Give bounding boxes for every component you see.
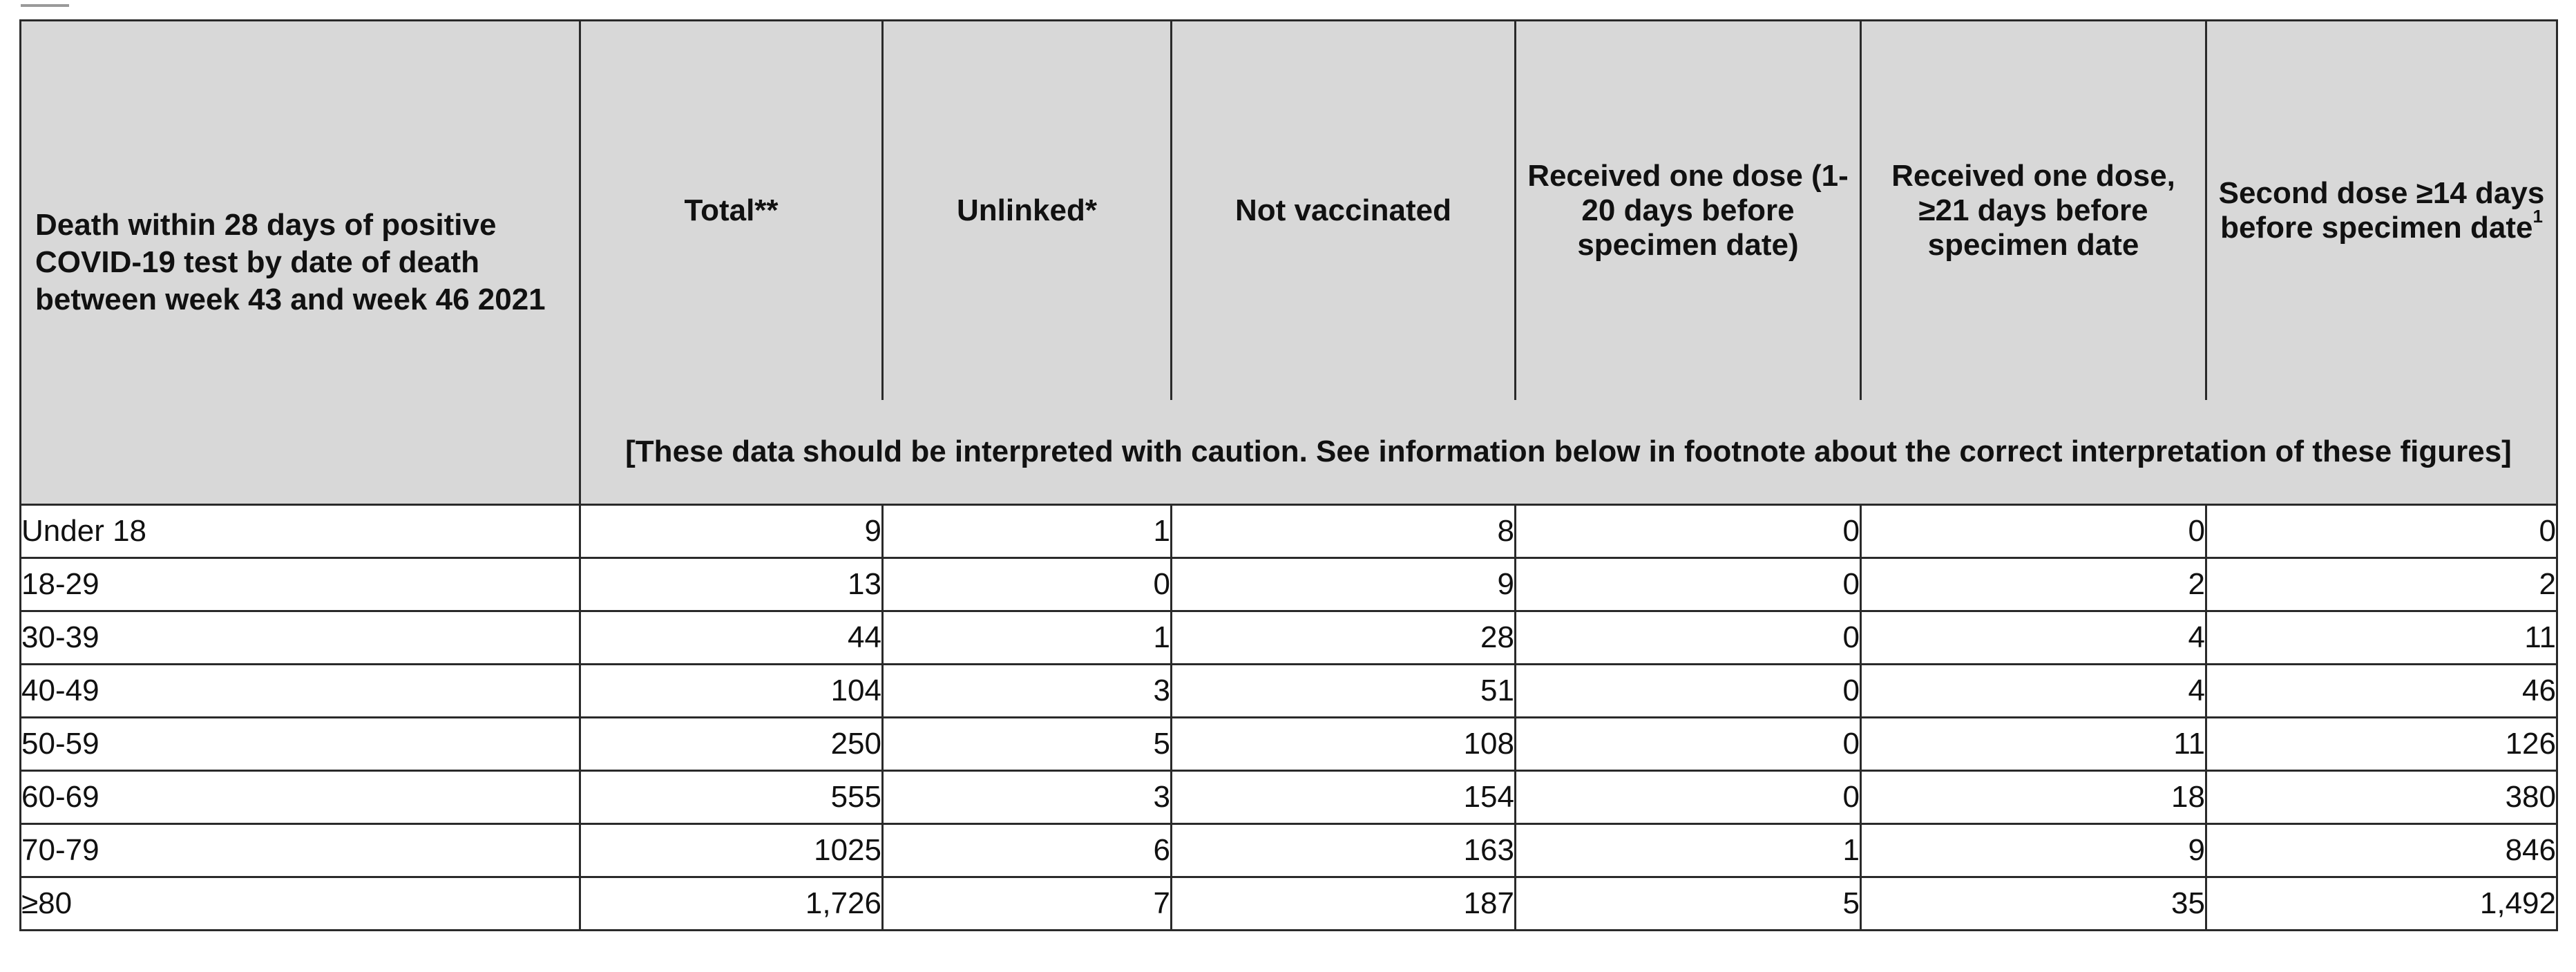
row-header-title: Death within 28 days of positive COVID-19 test by date of death between week 43 and week 46 2021	[21, 21, 580, 505]
column-header-one-dose-21-days	[1861, 21, 2206, 401]
total-cell: 9	[580, 505, 883, 558]
not-vaccinated-cell: 51	[1172, 665, 1516, 718]
not-vaccinated-cell: 28	[1172, 611, 1516, 665]
column-header-label: Second dose ≥14 days before specimen date	[2218, 176, 2545, 245]
one-dose-1-20-cell: 5	[1516, 877, 1861, 931]
column-header-label: Not vaccinated	[1235, 193, 1451, 227]
one-dose-21-cell: 11	[1861, 718, 2206, 771]
one-dose-1-20-cell: 0	[1516, 558, 1861, 611]
one-dose-1-20-cell: 1	[1516, 824, 1861, 877]
age-group-cell: Under 18	[21, 505, 580, 558]
unlinked-cell: 6	[883, 824, 1172, 877]
table-row	[21, 505, 2557, 558]
column-header-total	[580, 21, 883, 401]
column-header-label: Unlinked*	[957, 193, 1097, 227]
table-row	[21, 824, 2557, 877]
one-dose-1-20-cell: 0	[1516, 665, 1861, 718]
age-group-cell: 30-39	[21, 611, 580, 665]
table-row	[21, 558, 2557, 611]
unlinked-cell: 1	[883, 505, 1172, 558]
unlinked-cell: 3	[883, 771, 1172, 824]
deaths-by-vaccination-table	[19, 19, 2558, 931]
total-cell: 104	[580, 665, 883, 718]
not-vaccinated-cell: 187	[1172, 877, 1516, 931]
age-group-cell: 18-29	[21, 558, 580, 611]
second-dose-cell: 0	[2206, 505, 2557, 558]
table-row	[21, 665, 2557, 718]
total-cell: 13	[580, 558, 883, 611]
unlinked-cell: 0	[883, 558, 1172, 611]
second-dose-cell: 46	[2206, 665, 2557, 718]
one-dose-1-20-cell: 0	[1516, 771, 1861, 824]
one-dose-1-20-cell: 0	[1516, 718, 1861, 771]
second-dose-cell: 11	[2206, 611, 2557, 665]
column-header-label: Received one dose, ≥21 days before specimen date	[1891, 159, 2175, 262]
one-dose-1-20-cell: 0	[1516, 505, 1861, 558]
total-cell: 555	[580, 771, 883, 824]
second-dose-cell: 126	[2206, 718, 2557, 771]
total-cell: 250	[580, 718, 883, 771]
unlinked-cell: 5	[883, 718, 1172, 771]
not-vaccinated-cell: 8	[1172, 505, 1516, 558]
table-row	[21, 877, 2557, 931]
age-group-cell: 40-49	[21, 665, 580, 718]
table-row	[21, 718, 2557, 771]
total-cell: 1,726	[580, 877, 883, 931]
column-header-second-dose-14-days	[2206, 21, 2557, 401]
column-header-label: Received one dose (1-20 days before specimen date)	[1527, 159, 1849, 262]
table-row	[21, 771, 2557, 824]
column-header-unlinked	[883, 21, 1172, 401]
column-header-label: Total**	[684, 193, 779, 227]
total-cell: 44	[580, 611, 883, 665]
age-group-cell: ≥80	[21, 877, 580, 931]
table-row	[21, 611, 2557, 665]
column-header-row	[21, 21, 2557, 401]
second-dose-cell: 846	[2206, 824, 2557, 877]
unlinked-cell: 3	[883, 665, 1172, 718]
second-dose-cell: 380	[2206, 771, 2557, 824]
column-header-not-vaccinated	[1172, 21, 1516, 401]
not-vaccinated-cell: 163	[1172, 824, 1516, 877]
one-dose-21-cell: 2	[1861, 558, 2206, 611]
one-dose-21-cell: 4	[1861, 611, 2206, 665]
caution-note: [These data should be interpreted with caution. See information below in footnote about the correct interpretation of these figures]	[580, 400, 2557, 505]
unlinked-cell: 7	[883, 877, 1172, 931]
second-dose-cell: 2	[2206, 558, 2557, 611]
total-cell: 1025	[580, 824, 883, 877]
one-dose-21-cell: 35	[1861, 877, 2206, 931]
not-vaccinated-cell: 9	[1172, 558, 1516, 611]
not-vaccinated-cell: 154	[1172, 771, 1516, 824]
one-dose-21-cell: 9	[1861, 824, 2206, 877]
age-group-cell: 60-69	[21, 771, 580, 824]
one-dose-21-cell: 18	[1861, 771, 2206, 824]
corner-mark	[21, 4, 69, 14]
column-header-superscript: 1	[2532, 206, 2543, 227]
column-header-one-dose-1-20-days	[1516, 21, 1861, 401]
one-dose-21-cell: 4	[1861, 665, 2206, 718]
age-group-cell: 70-79	[21, 824, 580, 877]
second-dose-cell: 1,492	[2206, 877, 2557, 931]
unlinked-cell: 1	[883, 611, 1172, 665]
age-group-cell: 50-59	[21, 718, 580, 771]
not-vaccinated-cell: 108	[1172, 718, 1516, 771]
one-dose-1-20-cell: 0	[1516, 611, 1861, 665]
one-dose-21-cell: 0	[1861, 505, 2206, 558]
